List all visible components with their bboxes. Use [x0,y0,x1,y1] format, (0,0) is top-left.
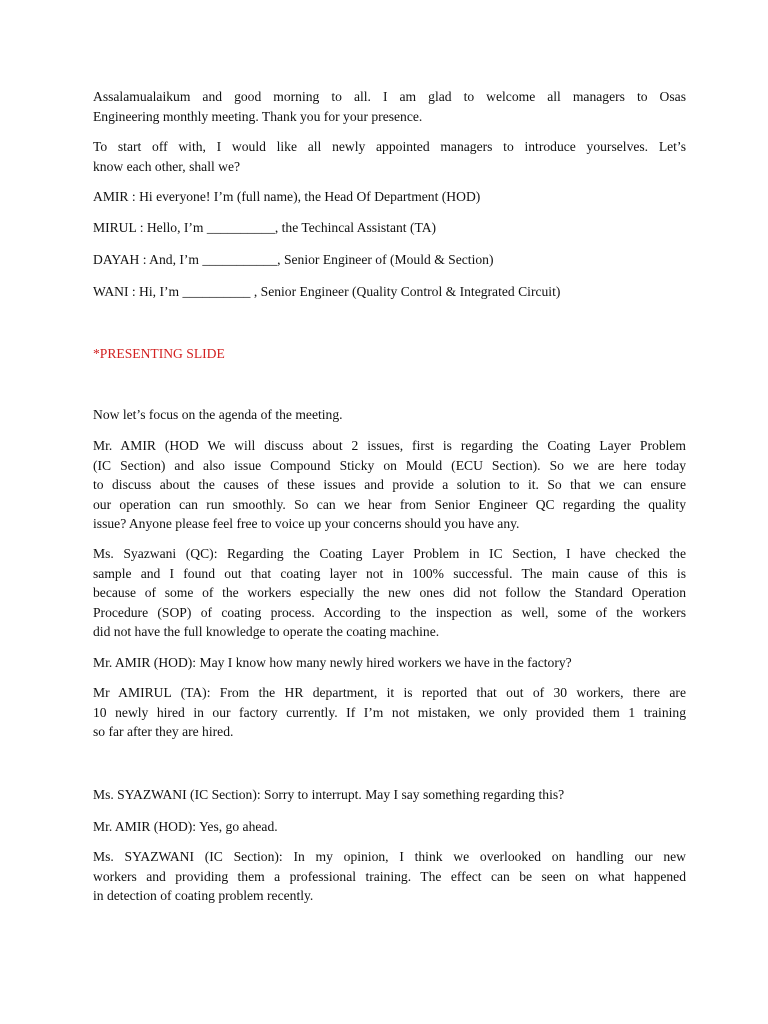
text-line: sample and I found out that coating layer not in 100% successful. The main cause of this is [93,565,686,581]
amirul-answer-paragraph [93,683,686,742]
text-line: because of some of the workers especially the new ones did not follow the Standard Operation [93,585,686,600]
presenting-slide-note: *PRESENTING SLIDE [93,346,225,361]
text-line: 10 newly hired in our factory currently. If I’m not mistaken, we only provided them 1 training [93,704,686,720]
text-line: Ms. Syazwani (QC): Regarding the Coating Layer Problem in IC Section, I have checked the [93,546,686,561]
text-line: to discuss about the causes of these issues and provide a solution to it. So that we can ensure [93,477,686,492]
text-line: in detection of coating problem recently. [93,888,314,903]
text-line: Engineering monthly meeting. Thank you for your presence. [93,108,423,124]
text-line: know each other, shall we? [93,158,241,174]
intro-mirul: MIRUL : Hello, I’m __________, the Techincal Assistant (TA) [93,220,437,235]
text-line: Mr. AMIR (HOD We will discuss about 2 issues, first is regarding the Coating Layer Problem [93,438,686,453]
amir-agenda-paragraph [93,436,686,534]
agenda-focus: Now let’s focus on the agenda of the meeting. [93,407,343,422]
syazwani-interrupt: Ms. SYAZWANI (IC Section): Sorry to interrupt. May I say something regarding this? [93,787,565,802]
start-paragraph [93,137,686,176]
syazwani-opinion-paragraph [93,847,686,906]
text-line: Procedure (SOP) of coating process. According to the inspection as well, some of the workers [93,604,686,620]
text-line: issue? Anyone please feel free to voice up your concerns should you have any. [93,516,520,531]
text-line: Ms. SYAZWANI (IC Section): In my opinion, I think we overlooked on handling our new [93,849,686,864]
text-line: Assalamualaikum and good morning to all. I am glad to welcome all managers to Osas [93,89,686,104]
text-line: so far after they are hired. [93,724,234,739]
text-line: our operation can run smoothly. So can we hear from Senior Engineer QC regarding the quality [93,496,686,512]
text-line: (IC Section) and also issue Compound Sticky on Mould (ECU Section). So we are here today [93,457,686,473]
amir-go-ahead: Mr. AMIR (HOD): Yes, go ahead. [93,819,278,834]
text-line: Mr AMIRUL (TA): From the HR department, it is reported that out of 30 workers, there are [93,685,686,700]
amir-question: Mr. AMIR (HOD): May I know how many newly hired workers we have in the factory? [93,655,572,670]
intro-wani: WANI : Hi, I’m __________ , Senior Engineer (Quality Control & Integrated Circuit) [93,284,561,299]
intro-dayah: DAYAH : And, I’m ___________, Senior Engineer of (Mould & Section) [93,252,494,267]
syazwani-qc-paragraph [93,544,686,642]
text-line: did not have the full knowledge to operate the coating machine. [93,624,440,639]
text-line: workers and providing them a professional training. The effect can be seen on what happened [93,868,686,884]
intro-paragraph [93,87,686,126]
intro-amir: AMIR : Hi everyone! I’m (full name), the Head Of Department (HOD) [93,189,481,204]
text-line: To start off with, I would like all newly appointed managers to introduce yourselves. Let’s [93,139,686,154]
